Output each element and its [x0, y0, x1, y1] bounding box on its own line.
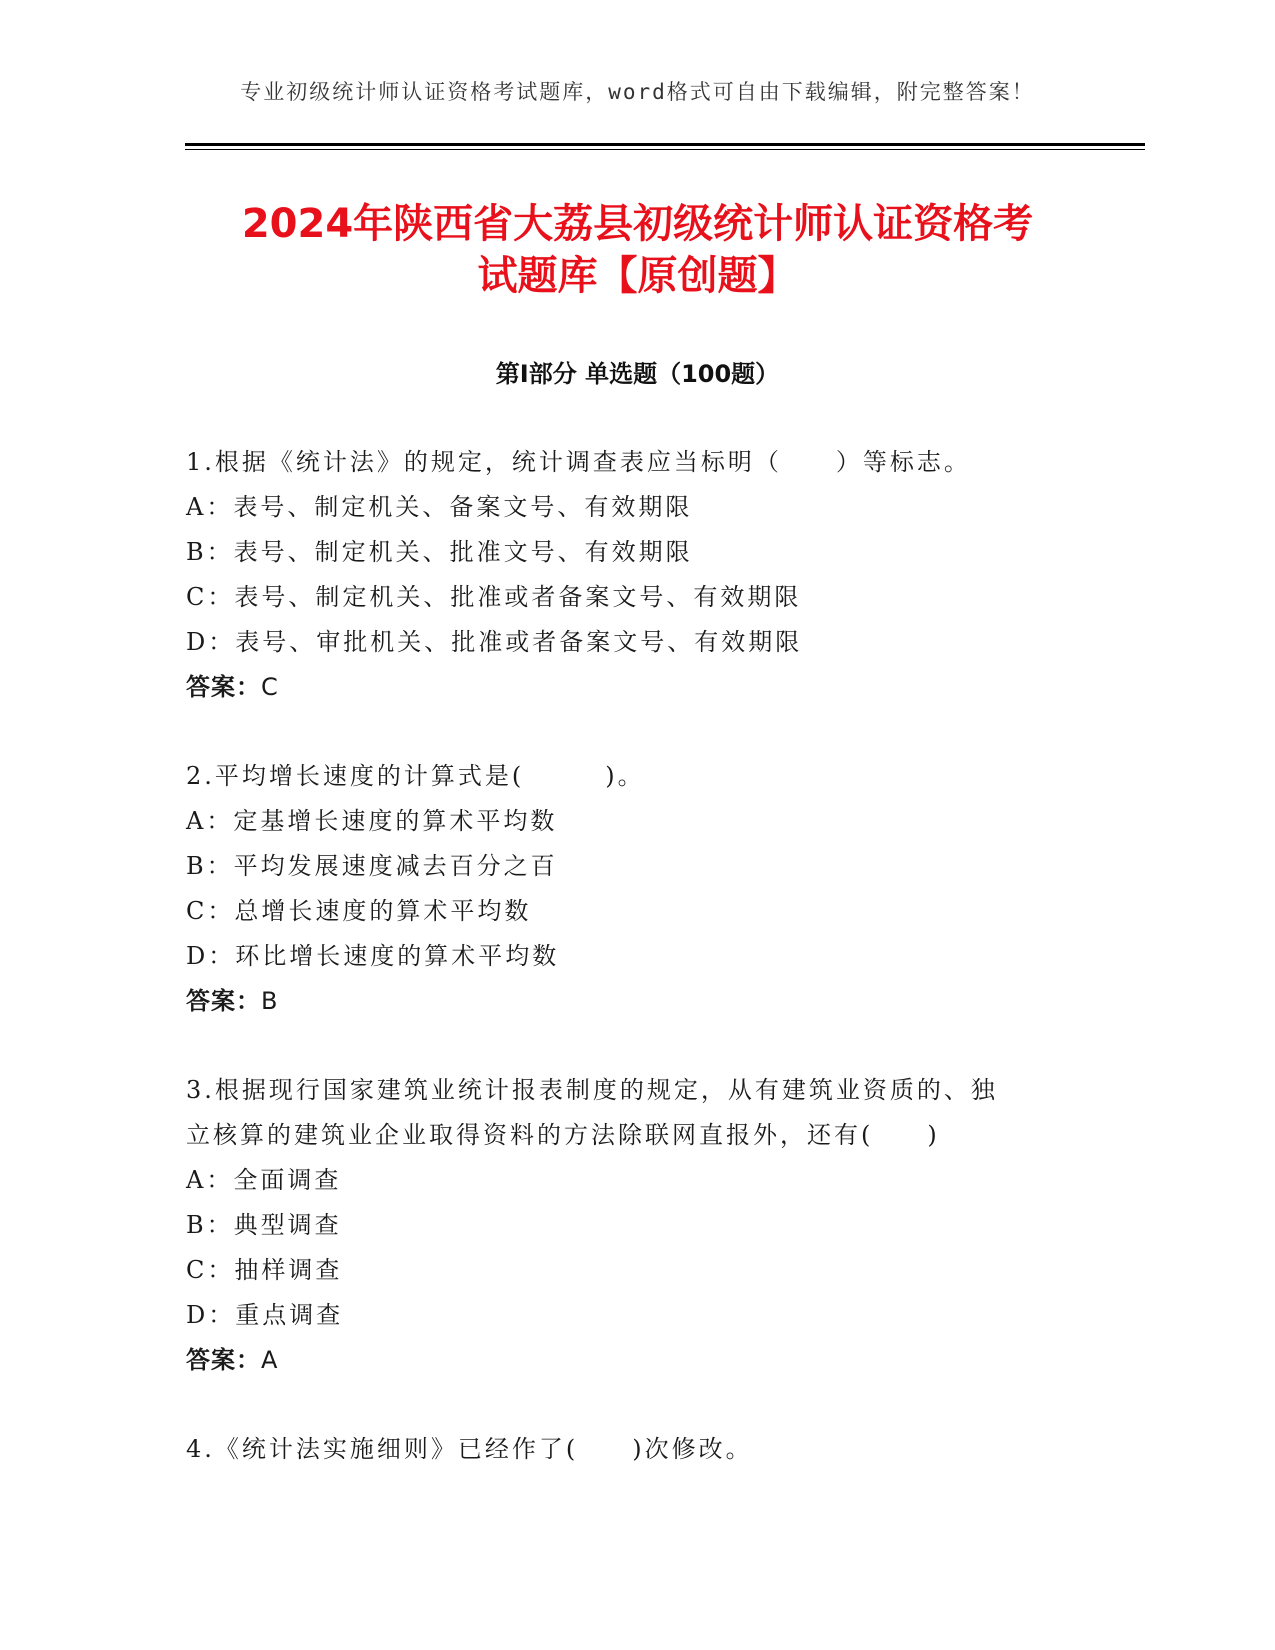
option-d: D：环比增长速度的算术平均数 — [186, 942, 560, 970]
option-a: A：表号、制定机关、备案文号、有效期限 — [186, 493, 693, 521]
document-title — [0, 198, 1275, 302]
answer-value: C — [261, 673, 279, 701]
option-c: C：总增长速度的算术平均数 — [186, 897, 532, 925]
answer-label: 答案： — [186, 987, 261, 1015]
answer — [186, 1338, 1086, 1383]
page-header: 专业初级统计师认证资格考试题库，word格式可自由下载编辑，附完整答案！ — [240, 80, 1035, 104]
option-d: D：表号、审批机关、批准或者备案文号、有效期限 — [186, 628, 803, 656]
question-list — [186, 440, 1086, 1516]
answer-label: 答案： — [186, 673, 261, 701]
option-b: B：平均发展速度减去百分之百 — [186, 852, 558, 880]
question-stem-line-2: 立核算的建筑业企业取得资料的方法除联网直报外，还有( ) — [186, 1121, 940, 1149]
option-c: C：表号、制定机关、批准或者备案文号、有效期限 — [186, 583, 802, 611]
section-title: 第Ⅰ部分 单选题（100题） — [495, 360, 780, 388]
option-d: D：重点调查 — [186, 1301, 344, 1329]
question-stem: 1.根据《统计法》的规定，统计调查表应当标明（ ）等标志。 — [186, 448, 971, 476]
answer-label: 答案： — [186, 1346, 261, 1374]
question-stem-line-1: 3.根据现行国家建筑业统计报表制度的规定，从有建筑业资质的、独 — [186, 1076, 998, 1104]
title-line-1: 2024年陕西省大荔县初级统计师认证资格考 — [241, 201, 1034, 247]
answer — [186, 665, 1086, 710]
question-3 — [186, 1068, 1086, 1383]
header-rule-thin — [185, 149, 1145, 150]
option-c: C：抽样调查 — [186, 1256, 343, 1284]
answer-value: B — [261, 987, 279, 1015]
option-a: A：定基增长速度的算术平均数 — [186, 807, 558, 835]
question-2 — [186, 754, 1086, 1024]
option-b: B：表号、制定机关、批准文号、有效期限 — [186, 538, 693, 566]
question-stem: 4.《统计法实施细则》已经作了( )次修改。 — [186, 1435, 753, 1463]
option-b: B：典型调查 — [186, 1211, 342, 1239]
question-1 — [186, 440, 1086, 710]
answer — [186, 979, 1086, 1024]
question-4 — [186, 1427, 1086, 1472]
header-rule-thick — [185, 143, 1145, 146]
answer-value: A — [261, 1346, 279, 1374]
option-a: A：全面调查 — [186, 1166, 342, 1194]
title-line-2: 试题库【原创题】 — [477, 253, 798, 299]
question-stem: 2.平均增长速度的计算式是( )。 — [186, 762, 645, 790]
